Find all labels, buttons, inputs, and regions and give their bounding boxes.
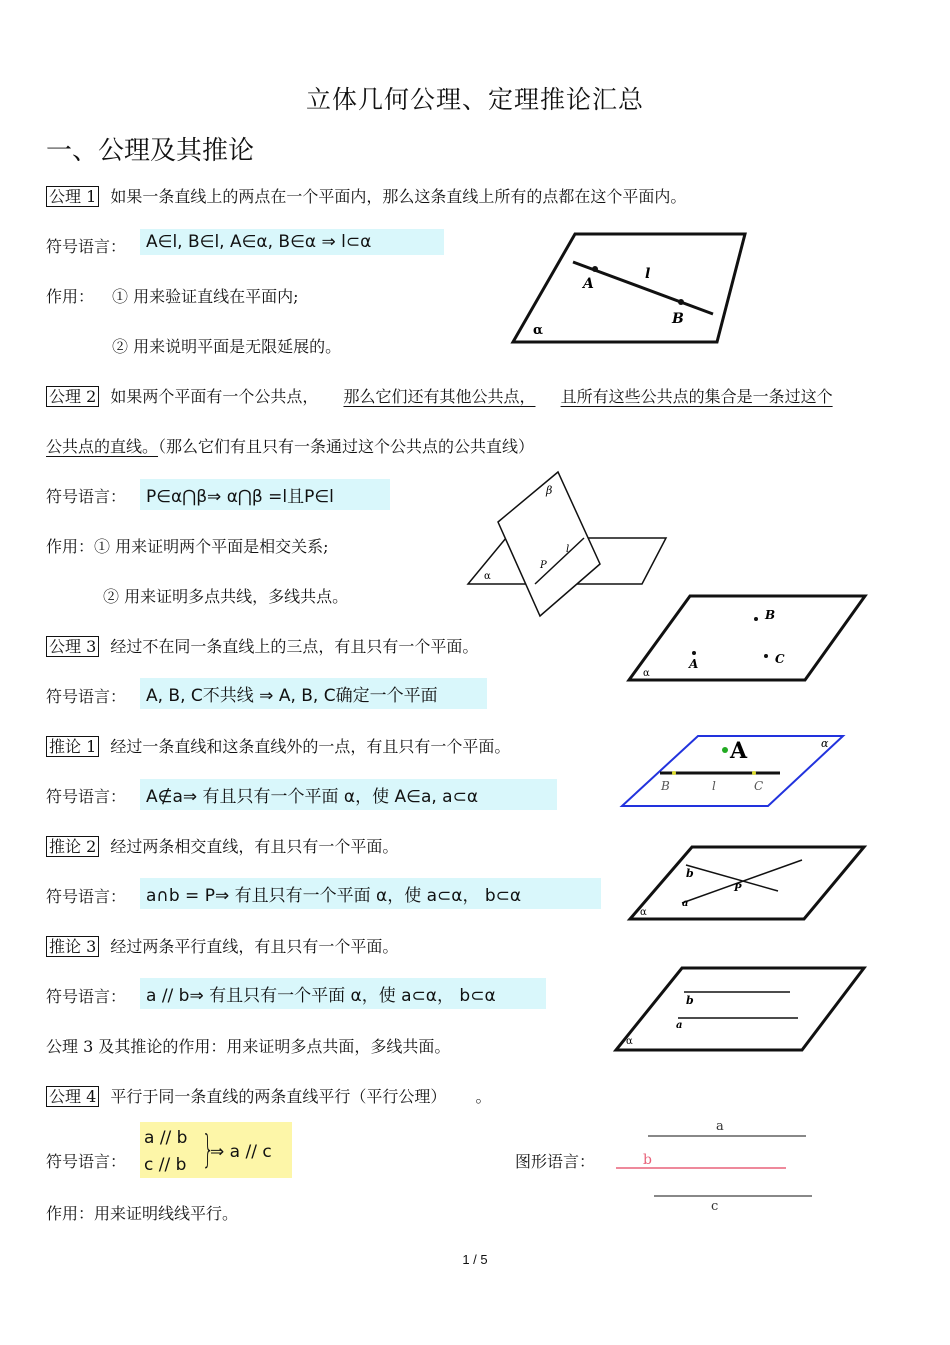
axiom4-tag: 公理 4	[46, 1086, 99, 1107]
label-a: a	[676, 1020, 683, 1031]
axiom3-statement	[46, 634, 478, 657]
corollary3-symbol: a // b⇒ 有且只有一个平面 α，使 a⊂α， b⊂α	[140, 978, 546, 1009]
axiom2-text-a: 如果两个平面有一个公共点，	[110, 387, 319, 406]
axiom1-tag: 公理 1	[46, 186, 99, 207]
plane-alpha	[629, 596, 865, 680]
label-a: A	[730, 738, 748, 764]
label-a: A	[689, 657, 699, 671]
point-a	[692, 651, 696, 655]
plane-alpha	[513, 234, 745, 342]
axiom2-symbol-label: 符号语言：	[46, 487, 127, 506]
axiom3-text: 经过不在同一条直线上的三点，有且只有一个平面。	[110, 637, 479, 656]
corollary3-symbol-label: 符号语言：	[46, 987, 127, 1006]
corollary2-figure	[626, 843, 870, 923]
axiom1-symbol: A∈l, B∈l, A∈α, B∈α ⇒ l⊂α	[140, 229, 444, 255]
label-a: a	[682, 898, 689, 909]
corollary3-tag: 推论 3	[46, 936, 99, 957]
axiom4-text-end: 。	[475, 1087, 492, 1106]
line-b	[686, 865, 778, 891]
point-b	[754, 617, 758, 621]
axiom2-symbol: P∈α⋂β⇒ α⋂β =l且P∈l	[140, 479, 390, 510]
corollary3-statement	[46, 934, 398, 957]
corollary1-symbol: A∉a⇒ 有且只有一个平面 α，使 A∈a, a⊂α	[140, 779, 557, 810]
corollary1-tag: 推论 1	[46, 736, 99, 757]
corollary2-text: 经过两条相交直线，有且只有一个平面。	[110, 837, 399, 856]
axiom4-sym-line2: c // b	[144, 1155, 187, 1175]
label-l: l	[645, 266, 651, 282]
axiom4-sym-line1: a // b	[144, 1128, 188, 1148]
label-alpha: α	[626, 1036, 633, 1047]
label-l: l	[566, 544, 570, 555]
corollary1-statement	[46, 734, 510, 757]
point-c	[752, 771, 756, 775]
axiom3-symbol: A, B, C不共线 ⇒ A, B, C确定一个平面	[140, 678, 487, 709]
axiom2-statement	[46, 384, 833, 407]
axiom2-tag: 公理 2	[46, 386, 99, 407]
axiom1-use-2: ② 用来说明平面是无限延展的。	[112, 337, 342, 356]
corollary2-tag: 推论 2	[46, 836, 99, 857]
label-b: B	[661, 779, 670, 793]
brace-icon: }	[202, 1127, 215, 1171]
corollary1-text: 经过一条直线和这条直线外的一点，有且只有一个平面。	[110, 737, 511, 756]
label-c: C	[754, 779, 764, 793]
axiom1-use-label: 作用：	[46, 287, 95, 306]
label-alpha: α	[640, 907, 647, 918]
label-a: A	[583, 276, 594, 292]
axiom3-usage-note: 公理 3 及其推论的作用：用来证明多点共面，多线共面。	[46, 1037, 451, 1056]
label-alpha: α	[484, 571, 491, 582]
label-b: b	[686, 994, 694, 1007]
axiom2-text-e: （那么它们有且只有一条通过这个公共点的公共直线）	[158, 437, 535, 456]
axiom4-text: 平行于同一条直线的两条直线平行（平行公理）	[110, 1087, 447, 1106]
axiom4-statement	[46, 1084, 492, 1107]
corollary2-statement	[46, 834, 398, 857]
label-p: P	[734, 883, 742, 894]
axiom3-tag: 公理 3	[46, 636, 99, 657]
plane-alpha	[616, 968, 864, 1050]
point-b	[678, 299, 684, 305]
axiom3-symbol-label: 符号语言：	[46, 687, 127, 706]
axiom2-text-d: 公共点的直线。	[46, 437, 159, 456]
axiom4-sym-result: ⇒ a // c	[210, 1142, 272, 1162]
axiom1-symbol-label: 符号语言：	[46, 237, 127, 256]
axiom2-use-2: ② 用来证明多点共线，多线共点。	[103, 587, 349, 606]
axiom2-statement-cont	[46, 434, 534, 457]
axiom1-use-1: ① 用来验证直线在平面内;	[112, 287, 299, 306]
label-l: l	[712, 779, 716, 793]
axiom1-text: 如果一条直线上的两点在一个平面内，那么这条直线上所有的点都在这个平面内。	[110, 187, 687, 206]
axiom1-figure	[505, 228, 750, 348]
axiom4-figure	[610, 1112, 820, 1216]
axiom3-figure	[625, 592, 870, 684]
label-p: P	[540, 560, 547, 571]
graph-language-label: 图形语言：	[515, 1152, 596, 1171]
label-b: b	[643, 1152, 652, 1168]
axiom4-symbol	[140, 1122, 292, 1178]
axiom2-text-b: 那么它们还有其他公共点，	[343, 387, 536, 406]
label-alpha: α	[533, 323, 544, 338]
label-c: c	[711, 1199, 719, 1214]
axiom2-text-c: 且所有这些公共点的集合是一条过这个	[560, 387, 833, 406]
axiom4-use: 作用：用来证明线线平行。	[46, 1204, 239, 1223]
label-a: a	[716, 1119, 724, 1134]
point-a	[592, 266, 598, 272]
corollary1-figure	[618, 732, 848, 810]
corollary2-symbol: a∩b = P⇒ 有且只有一个平面 α，使 a⊂α， b⊂α	[140, 878, 601, 909]
corollary2-symbol-label: 符号语言：	[46, 887, 127, 906]
point-c	[764, 654, 768, 658]
label-alpha: α	[643, 668, 650, 679]
section-heading: 一、公理及其推论	[46, 136, 255, 166]
page-number: 1 / 5	[462, 1252, 488, 1267]
corollary1-symbol-label: 符号语言：	[46, 787, 127, 806]
label-beta: β	[546, 484, 553, 497]
axiom2-use-1: 作用：① 用来证明两个平面是相交关系;	[46, 537, 329, 556]
point-b	[672, 771, 676, 775]
label-b: b	[686, 867, 694, 880]
axiom4-symbol-label: 符号语言：	[46, 1152, 127, 1171]
label-c: C	[775, 652, 785, 666]
label-b: B	[672, 311, 684, 327]
label-b: B	[765, 608, 776, 622]
point-a	[722, 747, 728, 753]
label-alpha: α	[821, 737, 829, 750]
axiom1-statement	[46, 184, 686, 207]
page-title: 立体几何公理、定理推论汇总	[305, 85, 644, 114]
corollary3-figure	[612, 964, 868, 1054]
line-a	[682, 860, 802, 903]
corollary3-text: 经过两条平行直线，有且只有一个平面。	[110, 937, 399, 956]
